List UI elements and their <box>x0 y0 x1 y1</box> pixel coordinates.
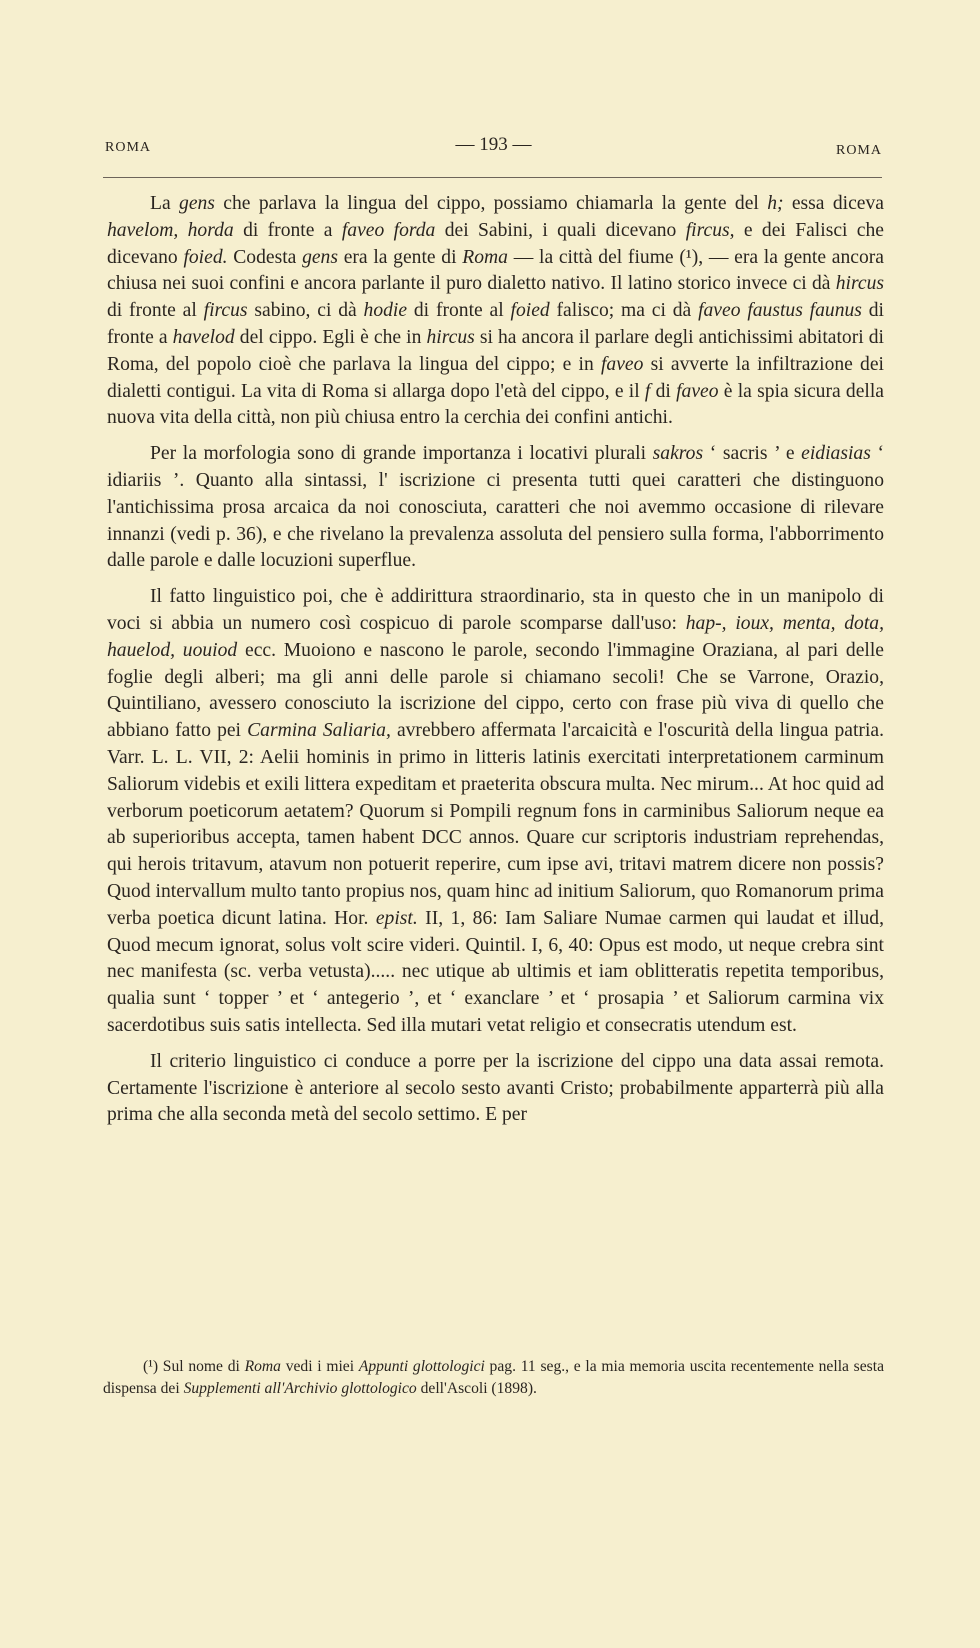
italic-run: gens <box>179 193 215 214</box>
text-run: II, 1, 86: Iam Saliare Numae carmen qui laudat et illud, Quod mecum ignorat, solus volt scire videri. Quintil. I, 6, 40: Opus est modo, ut neque crebra sint nec manifesta (sc. verba vetusta)..... nec utique ab ultimis et iam oblitteratis repetita temporibus, qualia sunt ‘ topper ’ et ‘ antegerio ’, et ‘ exanclare ’ et ‘ prosapia ’ et Saliorum carmina vix sacerdotibus suis satis intellecta. Sed illa mutari vetat religio et consecratis utendum est. <box>107 907 884 1036</box>
italic-run: faveo <box>600 353 644 375</box>
paragraph <box>107 441 884 575</box>
text-run: Il fatto linguistico poi, che è addirittura straordinario, sta in questo che in un manipolo di voci si abbia un numero così cospicuo di parole scomparse dall'uso: <box>107 586 884 634</box>
text-run: era la gente di <box>337 246 463 268</box>
header-rule <box>103 177 882 178</box>
text-run: vedi i miei <box>280 1358 359 1375</box>
text-run: ‘ sacris ’ e <box>703 443 802 465</box>
italic-run: faveo forda <box>341 219 436 241</box>
text-run: e dei Falisci che dicevano <box>107 219 884 268</box>
text-run: ecc. Muoiono e nascono le parole, secondo l'immagine Oraziana, al pari delle foglie degli alberi; ma gli anni delle parole si chiamano secoli! Che se Varrone, Orazio, Quintiliano, avessero conosciuto la iscrizione del cippo, certo con frase più viva di quello che abbiano fatto pei <box>107 639 884 742</box>
italic-run: faveo faustus faunus <box>698 300 862 322</box>
italic-run: foied. <box>183 246 228 268</box>
italic-run: fircus, <box>685 219 735 241</box>
text-run: La <box>150 193 180 214</box>
text-run: (¹) Sul nome di <box>143 1358 245 1375</box>
italic-run: sakros <box>652 443 704 465</box>
running-head <box>105 134 882 162</box>
text-run: — la città del fiume (¹), — era la gente ancora chiusa nei suoi confini e ancora parlante il puro dialetto nativo. Il latino storico invece ci dà <box>107 246 884 295</box>
italic-run: fircus <box>203 300 248 322</box>
body-text <box>107 191 884 1138</box>
text-run: che parlava la lingua del cippo, possiamo chiamarla la gente del <box>214 193 768 214</box>
text-run: di fronte al <box>407 300 511 322</box>
text-run: sabino, ci dà <box>247 300 364 322</box>
footnotes <box>103 1356 884 1400</box>
footnote <box>103 1356 884 1400</box>
text-run: di fronte a <box>107 300 884 348</box>
text-run: ‘ idiariis ’. Quanto alla sintassi, l' iscrizione ci presenta tutti quei caratteri che distinguono l'antichissima prosa arcaica da noi conosciuta, caratteri che noi avemmo occasione di rilevare innanzi (vedi p. 36), e che rivelano la prevalenza assoluta del pensiero sulla forma, l'abborrimento dalle parole e dalle locuzioni superflue. <box>107 443 884 572</box>
text-run: pag. 11 seg., e la mia memoria uscita recentemente nella sesta dispensa dei <box>103 1358 884 1397</box>
italic-run: gens <box>302 246 338 268</box>
italic-run: eidiasias <box>801 443 871 465</box>
italic-run: hircus <box>835 273 884 295</box>
text-run: falisco; ma ci dà <box>549 300 699 322</box>
text-run: si ha ancora il parlare degli antichissimi abitatori di Roma, del popolo cioè che parlava la lingua del cippo; e in <box>107 326 885 375</box>
italic-run: f <box>644 380 651 402</box>
running-head-right: ROMA <box>835 143 882 158</box>
italic-run: epist. <box>375 907 418 929</box>
italic-run: faveo <box>676 380 719 402</box>
text-run: Codesta <box>227 246 303 268</box>
paragraph <box>107 584 884 1040</box>
running-head-left: ROMA <box>105 140 152 155</box>
italic-run: Appunti glottologici <box>358 1358 485 1375</box>
text-run: di <box>650 380 677 402</box>
paragraph <box>107 1049 884 1129</box>
italic-run: hodie <box>363 300 408 322</box>
paragraph <box>107 191 884 432</box>
text-run: di fronte al <box>107 300 204 322</box>
text-run: è la spia sicura della nuova vita della città, non più chiusa entro la cerchia dei confini antichi. <box>107 380 884 429</box>
text-run: si avverte la infiltrazione dei dialetti contigui. La vita di Roma si allarga dopo l'età del cippo, e il <box>107 353 884 402</box>
italic-run: Roma <box>244 1358 281 1375</box>
italic-run: Supplementi all'Archivio glottologico <box>183 1380 417 1397</box>
italic-run: Carmina Saliaria, <box>247 720 391 742</box>
italic-run: foied <box>510 300 550 322</box>
italic-run: hap-, ioux, menta, dota, hauelod, uouiod <box>107 612 884 661</box>
text-run: dell'Ascoli (1898). <box>416 1380 537 1397</box>
italic-run: Roma <box>462 246 508 268</box>
text-run: avrebbero affermata l'arcaicità e l'oscurità della lingua patria. Varr. L. L. VII, 2: Aelii hominis in primo in litteris latinis exercitati interpretationem carminum Saliorum videbis et exili littera expeditam et praeterita obscura multa. Nec mirum... At hoc quid ad verborum poeticorum aetatem? Quorum si Pompili regnum fons in carminibus Saliorum neque ea ab superioribus accepta, tamen habent DCC annos. Quare cur scriptoris industriam reprehendas, qui herois tritavum, atavum non potuerit reperire, cum ipse avi, tritavi matrem dicere non possis? Quod intervallum multo tanto propius nos, quam hinc ad initium Saliorum, quo Romanorum prima verba poetica dicunt latina. Hor. <box>107 720 884 929</box>
text-run: dei Sabini, i quali dicevano <box>435 219 686 241</box>
text-run: Il criterio linguistico ci conduce a porre per la iscrizione del cippo una data assai remota. Certamente l'iscrizione è anteriore al secolo sesto avanti Cristo; probabilmente apparterrà più alla prima che alla seconda metà del secolo settimo. E per <box>107 1050 884 1126</box>
text-run: di fronte a <box>233 219 342 241</box>
italic-run: hircus <box>426 326 475 348</box>
italic-run: havelom, horda <box>107 219 234 241</box>
text-run: essa diceva <box>783 193 884 214</box>
italic-run: havelod <box>172 326 235 348</box>
text-run: del cippo. Egli è che in <box>234 326 427 348</box>
page-number: — 193 — <box>455 134 532 155</box>
italic-run: h; <box>767 193 784 214</box>
text-run: Per la morfologia sono di grande importanza i locativi plurali <box>150 443 653 465</box>
